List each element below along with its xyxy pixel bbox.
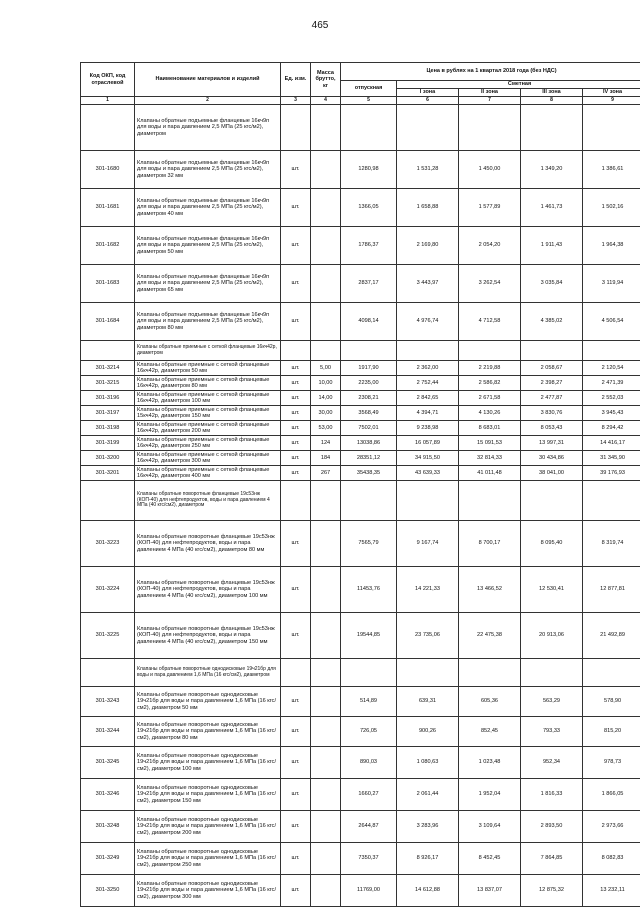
header-estimate: Сметная xyxy=(397,81,640,89)
row-price-zone-3: 2 058,67 xyxy=(521,361,583,376)
row-mass xyxy=(311,151,341,189)
row-price-zone-3: 2 398,27 xyxy=(521,376,583,391)
row-price-zone-2: 1 577,89 xyxy=(459,189,521,227)
row-price-wholesale: 7565,79 xyxy=(341,521,397,567)
column-index-row xyxy=(81,97,640,105)
row-price-zone-2: 2 586,82 xyxy=(459,376,521,391)
row-price-zone-1: 34 915,50 xyxy=(397,451,459,466)
row-unit xyxy=(281,105,311,151)
row-price-zone-1: 2 842,65 xyxy=(397,391,459,406)
row-mass xyxy=(311,875,341,907)
header-price-title: Цена в рублях на 1 квартал 2018 года (без НДС) xyxy=(341,63,640,81)
header-code: Код ОКП, код отраслевой xyxy=(81,63,135,97)
row-name: Клапаны обратные поворотные фланцевые 19с53нж (КОП-40) для нефтепродуктов, воды и пара давлением 4 МПа (40 кгс/см2), диаметром 80 мм xyxy=(135,521,281,567)
row-price-zone-2: 4 130,26 xyxy=(459,406,521,421)
row-price-zone-2: 1 023,48 xyxy=(459,747,521,779)
row-price-zone-2: 852,45 xyxy=(459,717,521,747)
row-name: Клапаны обратные приемные с сеткой фланцевые 16кч42р, диаметром 300 мм xyxy=(135,451,281,466)
row-unit: шт. xyxy=(281,843,311,875)
row-price-wholesale: 2644,87 xyxy=(341,811,397,843)
row-unit: шт. xyxy=(281,811,311,843)
row-name: Клапаны обратные поворотные однодисковые 19ч21бр для воды и пара давлением 1,6 МПа (16 кгс/см2), диаметром 300 мм xyxy=(135,875,281,907)
header-unit: Ед. изм. xyxy=(281,63,311,97)
row-price-zone-4: 3 119,94 xyxy=(583,265,640,303)
column-index: 4 xyxy=(311,97,341,105)
row-price-zone-2: 8 683,01 xyxy=(459,421,521,436)
row-price-zone-2: 22 475,38 xyxy=(459,613,521,659)
header-zone-2: II зона xyxy=(459,89,521,97)
row-mass xyxy=(311,105,341,151)
row-code: 301-3246 xyxy=(81,779,135,811)
row-unit: шт. xyxy=(281,521,311,567)
table-row xyxy=(81,227,640,265)
row-name: Клапаны обратные поворотные однодисковые 19ч21бр для воды и пара давлением 1,6 МПа (16 кгс/см2), диаметром 150 мм xyxy=(135,779,281,811)
row-code: 301-3196 xyxy=(81,391,135,406)
row-price-zone-4: 2 471,39 xyxy=(583,376,640,391)
row-name: Клапаны обратные подъемные фланцевые 16кч9п для воды и пара давлением 2,5 МПа (25 кгс/м2), диаметром 40 мм xyxy=(135,189,281,227)
row-price-zone-2: 13 837,07 xyxy=(459,875,521,907)
row-code: 301-3200 xyxy=(81,451,135,466)
row-code: 301-3198 xyxy=(81,421,135,436)
row-unit: шт. xyxy=(281,421,311,436)
row-price-zone-4 xyxy=(583,659,640,687)
row-name: Клапаны обратные поворотные фланцевые 19с53нж (КОП-40) для нефтепродуктов, воды и пара давлением 4 МПа (40 кгс/см2), диаметром xyxy=(135,481,281,521)
row-price-zone-3: 2 477,87 xyxy=(521,391,583,406)
row-code xyxy=(81,105,135,151)
row-price-zone-4: 13 232,11 xyxy=(583,875,640,907)
row-price-zone-1: 2 752,44 xyxy=(397,376,459,391)
row-price-wholesale: 7350,37 xyxy=(341,843,397,875)
row-price-zone-3: 3 830,76 xyxy=(521,406,583,421)
row-price-zone-4 xyxy=(583,341,640,361)
column-index: 1 xyxy=(81,97,135,105)
row-price-zone-3: 1 911,43 xyxy=(521,227,583,265)
row-price-wholesale: 1280,98 xyxy=(341,151,397,189)
row-price-zone-3 xyxy=(521,341,583,361)
table-row xyxy=(81,466,640,481)
row-price-zone-3 xyxy=(521,659,583,687)
table-row xyxy=(81,567,640,613)
table-row xyxy=(81,406,640,421)
header-zone-4: IV зона xyxy=(583,89,640,97)
row-price-zone-2: 3 109,64 xyxy=(459,811,521,843)
table-row xyxy=(81,613,640,659)
row-price-zone-4: 8 294,42 xyxy=(583,421,640,436)
row-name: Клапаны обратные подъемные фланцевые 16кч9п для воды и пара давлением 2,5 МПа (25 кгс/м2), диаметром 50 мм xyxy=(135,227,281,265)
row-unit: шт. xyxy=(281,189,311,227)
row-price-zone-4: 31 345,90 xyxy=(583,451,640,466)
table-row xyxy=(81,105,640,151)
table-row xyxy=(81,341,640,361)
row-code: 301-3249 xyxy=(81,843,135,875)
row-price-wholesale: 1786,37 xyxy=(341,227,397,265)
row-price-zone-2: 2 054,20 xyxy=(459,227,521,265)
row-mass: 267 xyxy=(311,466,341,481)
row-mass: 184 xyxy=(311,451,341,466)
row-name: Клапаны обратные подъемные фланцевые 16кч9п для воды и пара давлением 2,5 МПа (25 кгс/м2), диаметром xyxy=(135,105,281,151)
column-index: 6 xyxy=(397,97,459,105)
row-unit: шт. xyxy=(281,227,311,265)
row-price-zone-2: 2 219,88 xyxy=(459,361,521,376)
row-price-wholesale: 19544,85 xyxy=(341,613,397,659)
row-unit: шт. xyxy=(281,361,311,376)
row-price-zone-4: 8 319,74 xyxy=(583,521,640,567)
row-name: Клапаны обратные поворотные однодисковые 19ч21бр для воды и пара давлением 1,6 МПа (16 кгс/см2), диаметром 200 мм xyxy=(135,811,281,843)
row-code: 301-3199 xyxy=(81,436,135,451)
row-code: 301-1682 xyxy=(81,227,135,265)
row-price-zone-1: 4 976,74 xyxy=(397,303,459,341)
table-row xyxy=(81,875,640,907)
header-wholesale: отпускная xyxy=(341,81,397,97)
row-mass xyxy=(311,189,341,227)
row-price-zone-1: 14 221,33 xyxy=(397,567,459,613)
row-unit: шт. xyxy=(281,265,311,303)
row-name: Клапаны обратные поворотные фланцевые 19с53нж (КОП-40) для нефтепродуктов, воды и пара давлением 4 МПа (40 кгс/см2), диаметром 100 мм xyxy=(135,567,281,613)
table-row xyxy=(81,521,640,567)
row-name: Клапаны обратные поворотные однодисковые 19ч21бр для воды и пара давлением 1,6 МПа (16 кгс/см2), диаметром 250 мм xyxy=(135,843,281,875)
table-row xyxy=(81,481,640,521)
row-price-zone-2: 8 700,17 xyxy=(459,521,521,567)
table-row xyxy=(81,361,640,376)
row-code: 301-3248 xyxy=(81,811,135,843)
row-price-zone-2: 605,36 xyxy=(459,687,521,717)
row-price-zone-4: 815,20 xyxy=(583,717,640,747)
row-price-zone-1: 639,31 xyxy=(397,687,459,717)
row-name: Клапаны обратные приемные с сеткой фланцевые 16кч42р, диаметром xyxy=(135,341,281,361)
row-unit: шт. xyxy=(281,436,311,451)
row-price-zone-3: 13 997,31 xyxy=(521,436,583,451)
row-price-zone-2: 13 466,52 xyxy=(459,567,521,613)
column-index: 3 xyxy=(281,97,311,105)
row-price-zone-3 xyxy=(521,105,583,151)
row-price-wholesale xyxy=(341,341,397,361)
row-unit: шт. xyxy=(281,779,311,811)
table-row xyxy=(81,391,640,406)
row-price-wholesale: 4098,14 xyxy=(341,303,397,341)
row-mass xyxy=(311,811,341,843)
page-number: 465 xyxy=(0,20,640,31)
row-name: Клапаны обратные приемные с сеткой фланцевые 16кч42р, диаметром 100 мм xyxy=(135,391,281,406)
table-row xyxy=(81,747,640,779)
row-name: Клапаны обратные поворотные однодисковые 19ч21бр для воды и пара давлением 1,6 МПа (16 кгс/см2), диаметром 100 мм xyxy=(135,747,281,779)
row-price-zone-4: 2 973,66 xyxy=(583,811,640,843)
row-name: Клапаны обратные поворотные однодисковые 19ч21бр для воды и пара давлением 1,6 МПа (16 кгс/см2), диаметром 80 мм xyxy=(135,717,281,747)
row-code: 301-3245 xyxy=(81,747,135,779)
row-name: Клапаны обратные приемные с сеткой фланцевые 16кч42р, диаметром 80 мм xyxy=(135,376,281,391)
row-code: 301-3244 xyxy=(81,717,135,747)
column-index: 5 xyxy=(341,97,397,105)
header-zone-3: III зона xyxy=(521,89,583,97)
row-unit: шт. xyxy=(281,451,311,466)
row-price-wholesale: 11769,00 xyxy=(341,875,397,907)
row-code: 301-3225 xyxy=(81,613,135,659)
row-mass xyxy=(311,779,341,811)
row-price-zone-3: 793,33 xyxy=(521,717,583,747)
row-price-wholesale xyxy=(341,481,397,521)
row-mass: 53,00 xyxy=(311,421,341,436)
row-mass xyxy=(311,843,341,875)
row-name: Клапаны обратные приемные с сеткой фланцевые 16кч42р, диаметром 200 мм xyxy=(135,421,281,436)
row-price-zone-3: 1 461,73 xyxy=(521,189,583,227)
row-name: Клапаны обратные подъемные фланцевые 16кч9п для воды и пара давлением 2,5 МПа (25 кгс/м2), диаметром 65 мм xyxy=(135,265,281,303)
row-code: 301-1681 xyxy=(81,189,135,227)
row-price-zone-4: 14 416,17 xyxy=(583,436,640,451)
row-name: Клапаны обратные поворотные фланцевые 19с53нж (КОП-40) для нефтепродуктов, воды и пара давлением 4 МПа (40 кгс/см2), диаметром 150 мм xyxy=(135,613,281,659)
row-unit: шт. xyxy=(281,151,311,189)
row-price-wholesale: 514,89 xyxy=(341,687,397,717)
table-row xyxy=(81,811,640,843)
row-price-zone-2: 1 952,04 xyxy=(459,779,521,811)
row-name: Клапаны обратные приемные с сеткой фланцевые 16кч42р, диаметром 250 мм xyxy=(135,436,281,451)
row-price-zone-3: 2 893,50 xyxy=(521,811,583,843)
row-price-zone-4: 8 082,83 xyxy=(583,843,640,875)
row-unit: шт. xyxy=(281,747,311,779)
row-price-wholesale: 1917,90 xyxy=(341,361,397,376)
row-price-zone-2: 1 450,00 xyxy=(459,151,521,189)
row-price-zone-2: 8 452,45 xyxy=(459,843,521,875)
row-price-zone-2: 3 262,54 xyxy=(459,265,521,303)
row-price-zone-4 xyxy=(583,105,640,151)
row-name: Клапаны обратные приемные с сеткой фланцевые 16кч42р, диаметром 50 мм xyxy=(135,361,281,376)
row-mass xyxy=(311,521,341,567)
row-price-zone-3: 563,29 xyxy=(521,687,583,717)
row-price-zone-1 xyxy=(397,659,459,687)
row-price-zone-1: 2 169,80 xyxy=(397,227,459,265)
row-unit: шт. xyxy=(281,875,311,907)
row-price-zone-1 xyxy=(397,105,459,151)
row-code: 301-3197 xyxy=(81,406,135,421)
row-price-zone-1: 16 057,89 xyxy=(397,436,459,451)
row-price-zone-4: 4 506,54 xyxy=(583,303,640,341)
row-code: 301-3250 xyxy=(81,875,135,907)
row-unit: шт. xyxy=(281,567,311,613)
row-name: Клапаны обратные поворотные однодисковые 19ч21бр для воды и пара давлением 1,6 МПа (16 кгс/см2), диаметром 50 мм xyxy=(135,687,281,717)
row-price-zone-4: 1 386,61 xyxy=(583,151,640,189)
table-row xyxy=(81,421,640,436)
row-price-zone-4: 3 945,43 xyxy=(583,406,640,421)
row-unit: шт. xyxy=(281,717,311,747)
row-price-wholesale: 7502,01 xyxy=(341,421,397,436)
row-mass xyxy=(311,717,341,747)
row-code: 301-1684 xyxy=(81,303,135,341)
row-price-wholesale: 28351,12 xyxy=(341,451,397,466)
row-price-zone-2: 2 671,58 xyxy=(459,391,521,406)
row-price-zone-3 xyxy=(521,481,583,521)
row-price-wholesale: 35438,35 xyxy=(341,466,397,481)
row-code: 301-1683 xyxy=(81,265,135,303)
row-price-zone-1: 14 612,88 xyxy=(397,875,459,907)
row-price-zone-3: 8 053,43 xyxy=(521,421,583,436)
row-price-zone-4: 1 964,38 xyxy=(583,227,640,265)
row-price-zone-3: 1 816,33 xyxy=(521,779,583,811)
row-name: Клапаны обратные приемные с сеткой фланцевые 15кч42р, диаметром 150 мм xyxy=(135,406,281,421)
row-name: Клапаны обратные подъемные фланцевые 16кч9п для воды и пара давлением 2,5 МПа (25 кгс/м2), диаметром 80 мм xyxy=(135,303,281,341)
row-code xyxy=(81,659,135,687)
table-row xyxy=(81,265,640,303)
row-price-wholesale: 2308,21 xyxy=(341,391,397,406)
row-price-zone-1: 2 061,44 xyxy=(397,779,459,811)
row-code xyxy=(81,341,135,361)
table-row xyxy=(81,779,640,811)
row-code: 301-3215 xyxy=(81,376,135,391)
row-price-zone-4: 978,73 xyxy=(583,747,640,779)
row-unit xyxy=(281,659,311,687)
row-price-wholesale: 726,05 xyxy=(341,717,397,747)
row-price-zone-4: 39 176,93 xyxy=(583,466,640,481)
row-price-zone-3: 1 349,20 xyxy=(521,151,583,189)
row-price-zone-2 xyxy=(459,105,521,151)
row-code: 301-3223 xyxy=(81,521,135,567)
row-unit: шт. xyxy=(281,687,311,717)
row-price-zone-2: 15 091,53 xyxy=(459,436,521,451)
row-mass xyxy=(311,747,341,779)
row-name: Клапаны обратные подъемные фланцевые 16кч9п для воды и пара давлением 2,5 МПа (25 кгс/м2), диаметром 32 мм xyxy=(135,151,281,189)
column-index: 7 xyxy=(459,97,521,105)
table-row xyxy=(81,451,640,466)
row-price-zone-4: 12 877,81 xyxy=(583,567,640,613)
row-unit: шт. xyxy=(281,406,311,421)
column-index: 2 xyxy=(135,97,281,105)
row-price-wholesale: 890,03 xyxy=(341,747,397,779)
row-code: 301-3243 xyxy=(81,687,135,717)
row-price-zone-2 xyxy=(459,659,521,687)
table-row xyxy=(81,303,640,341)
column-index: 8 xyxy=(521,97,583,105)
row-price-zone-4: 578,90 xyxy=(583,687,640,717)
row-price-zone-3: 12 875,32 xyxy=(521,875,583,907)
table-row xyxy=(81,687,640,717)
row-price-zone-4: 2 120,54 xyxy=(583,361,640,376)
row-price-zone-3: 30 434,86 xyxy=(521,451,583,466)
table-row xyxy=(81,436,640,451)
row-mass: 14,00 xyxy=(311,391,341,406)
row-price-zone-3: 20 913,06 xyxy=(521,613,583,659)
row-code: 301-3224 xyxy=(81,567,135,613)
row-code: 301-3201 xyxy=(81,466,135,481)
table-row xyxy=(81,717,640,747)
row-name: Клапаны обратные поворотные однодисковые 19ч21бр для воды и пара давлением 1,6 МПа (16 кгс/см2), диаметром xyxy=(135,659,281,687)
header-name: Наименование материалов и изделий xyxy=(135,63,281,97)
row-price-wholesale: 2837,17 xyxy=(341,265,397,303)
row-mass xyxy=(311,227,341,265)
row-price-wholesale: 11453,76 xyxy=(341,567,397,613)
row-unit: шт. xyxy=(281,391,311,406)
row-price-zone-1 xyxy=(397,341,459,361)
row-price-zone-4: 1 502,16 xyxy=(583,189,640,227)
row-price-zone-1: 1 531,28 xyxy=(397,151,459,189)
row-price-zone-3: 12 530,41 xyxy=(521,567,583,613)
row-price-zone-1 xyxy=(397,481,459,521)
row-mass: 5,00 xyxy=(311,361,341,376)
table-row xyxy=(81,189,640,227)
row-mass xyxy=(311,613,341,659)
row-price-zone-1: 2 362,00 xyxy=(397,361,459,376)
row-price-zone-2 xyxy=(459,341,521,361)
row-mass: 10,00 xyxy=(311,376,341,391)
row-price-zone-1: 1 080,63 xyxy=(397,747,459,779)
row-mass xyxy=(311,659,341,687)
row-price-zone-4: 1 866,05 xyxy=(583,779,640,811)
row-mass xyxy=(311,687,341,717)
row-unit xyxy=(281,341,311,361)
row-price-wholesale: 13038,86 xyxy=(341,436,397,451)
row-mass xyxy=(311,481,341,521)
column-index: 9 xyxy=(583,97,640,105)
price-table xyxy=(80,62,640,907)
row-price-zone-1: 4 394,71 xyxy=(397,406,459,421)
table-row xyxy=(81,376,640,391)
row-price-wholesale: 3568,49 xyxy=(341,406,397,421)
row-price-wholesale: 2235,00 xyxy=(341,376,397,391)
header-zone-1: I зона xyxy=(397,89,459,97)
row-price-zone-1: 1 658,88 xyxy=(397,189,459,227)
row-mass xyxy=(311,303,341,341)
row-price-zone-1: 900,26 xyxy=(397,717,459,747)
row-mass xyxy=(311,265,341,303)
row-price-zone-1: 3 443,97 xyxy=(397,265,459,303)
row-mass xyxy=(311,567,341,613)
row-mass: 124 xyxy=(311,436,341,451)
row-unit: шт. xyxy=(281,376,311,391)
row-mass: 30,00 xyxy=(311,406,341,421)
row-price-zone-1: 43 639,33 xyxy=(397,466,459,481)
row-price-zone-1: 23 735,06 xyxy=(397,613,459,659)
row-price-zone-3: 7 864,85 xyxy=(521,843,583,875)
row-name: Клапаны обратные приемные с сеткой фланцевые 16кч42р, диаметром 400 мм xyxy=(135,466,281,481)
row-price-wholesale xyxy=(341,659,397,687)
row-code: 301-3214 xyxy=(81,361,135,376)
row-price-zone-2: 32 814,33 xyxy=(459,451,521,466)
row-price-zone-3: 3 035,84 xyxy=(521,265,583,303)
row-price-zone-3: 952,34 xyxy=(521,747,583,779)
table-row xyxy=(81,659,640,687)
row-unit xyxy=(281,481,311,521)
row-price-zone-1: 3 283,96 xyxy=(397,811,459,843)
table-row xyxy=(81,151,640,189)
row-price-zone-4: 21 492,89 xyxy=(583,613,640,659)
row-unit: шт. xyxy=(281,303,311,341)
row-mass xyxy=(311,341,341,361)
row-price-zone-3: 8 095,40 xyxy=(521,521,583,567)
row-price-zone-2: 4 712,58 xyxy=(459,303,521,341)
row-price-wholesale: 1366,05 xyxy=(341,189,397,227)
row-price-zone-1: 8 926,17 xyxy=(397,843,459,875)
row-price-wholesale xyxy=(341,105,397,151)
row-price-zone-3: 38 041,00 xyxy=(521,466,583,481)
row-price-zone-2 xyxy=(459,481,521,521)
row-code xyxy=(81,481,135,521)
row-price-zone-1: 9 167,74 xyxy=(397,521,459,567)
header-mass: Масса брутто, кг xyxy=(311,63,341,97)
row-unit: шт. xyxy=(281,613,311,659)
row-unit: шт. xyxy=(281,466,311,481)
row-price-wholesale: 1660,27 xyxy=(341,779,397,811)
row-price-zone-2: 41 011,48 xyxy=(459,466,521,481)
table-row xyxy=(81,843,640,875)
row-code: 301-1680 xyxy=(81,151,135,189)
row-price-zone-4: 2 552,03 xyxy=(583,391,640,406)
row-price-zone-1: 9 238,98 xyxy=(397,421,459,436)
row-price-zone-4 xyxy=(583,481,640,521)
row-price-zone-3: 4 385,02 xyxy=(521,303,583,341)
